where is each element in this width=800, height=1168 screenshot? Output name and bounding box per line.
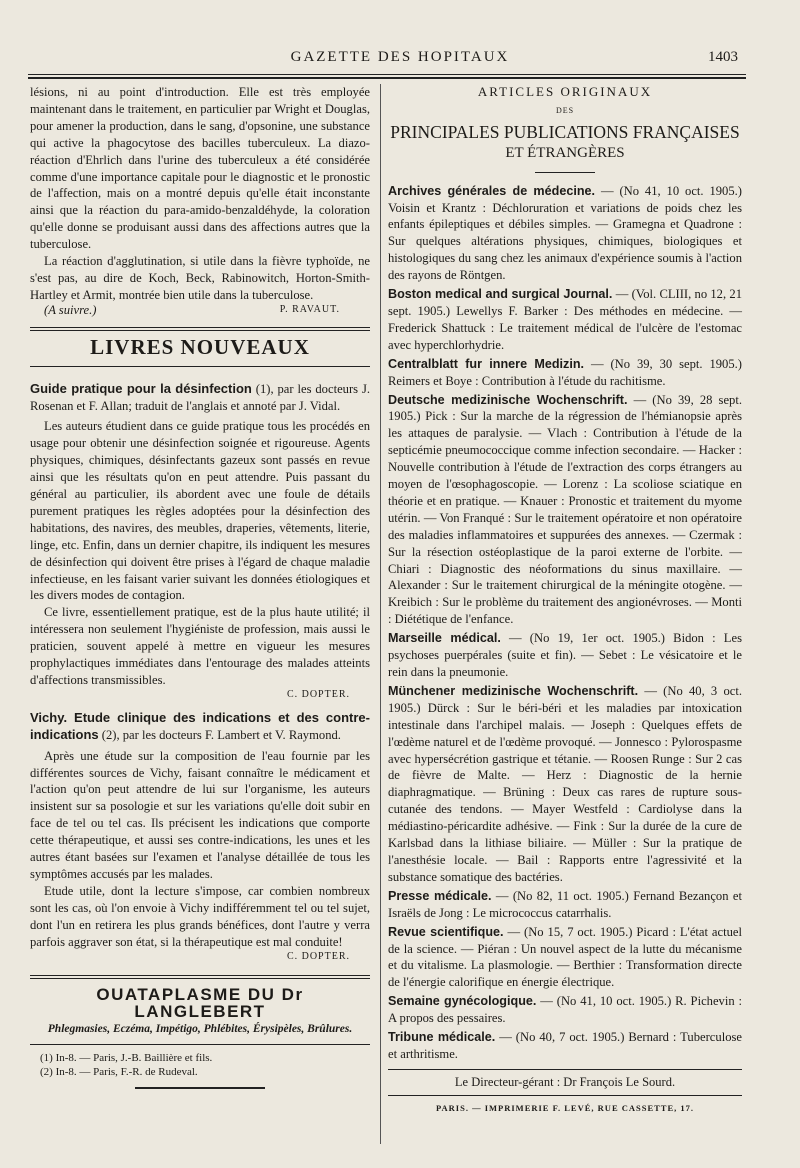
journal-name: Marseille médical. bbox=[388, 631, 501, 646]
left-column bbox=[30, 84, 370, 1089]
book1-reference: (1), par les docteurs J. Rosenan et F. Allan; traduit de l'anglais et annoté par J. Vidal. bbox=[30, 381, 370, 413]
journal-name: Centralblatt fur innere Medizin. bbox=[388, 356, 585, 371]
footnote-2: (2) In-8. — Paris, F.-R. de Rudeval. bbox=[40, 1066, 198, 1079]
advertisement-subtitle: Phlegmasies, Eczéma, Impétigo, Phlébites, Érysipèles, Brûlures. bbox=[47, 1023, 353, 1036]
publication-entry bbox=[388, 286, 742, 354]
publication-entry bbox=[388, 183, 742, 284]
publication-entry bbox=[388, 1029, 742, 1063]
entry-text: — (No 39, 28 sept. 1905.) Pick : Sur la marche de la régression de l'hémianopsie après les attaques de paralysie. — Vlach : Contribution à l'étude de la septicémie pneumococcique comme infection secondaire. — Hacker : Nouvelle contribution à l'étude de l'extraction des corps étrangers au moyen de l'œsophagoscopie. — Lorenz : La scoliose sciatique en théorie et en pratique. — Knauer : Pronostic et traitement du myome utérin. — Von Franqué : Sur le traitement opératoire et non opératoire des maladies inflammatoires et suppurées des annexes. — Czermak : Sur la résection ostéoplastique de la paroi externe de l'orbite. — Chiari : Diagnostic des néoformations du sinus maxillaire. — Alexander : Sur le traitement chirurgical de la méningite otogène. — Kreibich : Sur le problème du traitement des angionévroses. — Monti : Diététique de l'enfance. bbox=[388, 392, 742, 627]
footnote-1: (1) In-8. — Paris, J.-B. Baillière et fils. bbox=[40, 1052, 213, 1065]
page-header bbox=[0, 45, 800, 69]
publication-entry bbox=[388, 392, 742, 629]
end-ornament bbox=[135, 1087, 265, 1089]
entry-text: — (No 40, 3 oct. 1905.) Dürck : Sur le béri-béri et les maladies par intoxication intestinale dans l'archipel malais. — Joseph : Quelques effets de l'œdème naturel et de l'œdème provoqué. — Jonnesco : Pylorospasme avec hypersécrétion gastrique et tétanie. — Roosen Runge : Sur 2 cas de fièvre de Malte. — Herz : Diagnostic de la hernie diaphragmatique. — Brüning : Deux cas rares de rupture sous-cutanée des tendons. — Mayer Westfeld : Cardiolyse dans la médiastino-péricardite adhésive. — Fink : Sur la durée de la cure de Karlsbad dans la lithiase biliaire. — Müller : Sur la pratique de l'anesthésie locale. — Bail : Rapports entre l'agressivité et la substance somatique des bactéries. bbox=[388, 683, 742, 884]
kicker-original-articles: ARTICLES ORIGINAUX bbox=[477, 84, 653, 99]
publications-list bbox=[388, 183, 742, 1063]
kicker-des: DES bbox=[555, 105, 575, 115]
journal-name: Boston medical and surgical Journal. bbox=[388, 287, 613, 302]
entry-text: — (Vol. CLIII, no 12, 21 sept. 1905.) Lewellys F. Barker : Des méthodes en médecine. — Frederick Shattuck : Le traitement médical de l'ulcère de l'estomac avec hyperchlorhydrie. bbox=[388, 287, 742, 352]
publication-entry bbox=[388, 356, 742, 390]
entry-text: — (No 41, 10 oct. 1905.) R. Pichevin : A propos des pessaires. bbox=[388, 994, 743, 1026]
journal-title: GAZETTE DES HOPITAUX bbox=[290, 49, 510, 65]
ad-rule bbox=[30, 975, 370, 979]
book2-signature: C. DOPTER. bbox=[286, 950, 350, 962]
section-title-books: LIVRES NOUVEAUX bbox=[90, 334, 310, 359]
advertisement-title: OUATAPLASME DU Dr LANGLEBERT bbox=[96, 985, 304, 1022]
entry-text: — (No 82, 11 oct. 1905.) Fernand Bezançon et Israëls de Jong : Le micrococcus catarrhalis. bbox=[388, 888, 742, 920]
publication-entry bbox=[388, 683, 742, 886]
entry-text: — (No 19, 1er oct. 1905.) Bidon : Les psychoses puerpérales (suite et fin). — Sebet : Le vésicatoire et le rein dans la pneumonie. bbox=[388, 631, 742, 679]
director-rule-bottom bbox=[388, 1095, 742, 1096]
section-subtitle-foreign: ET ÉTRANGÈRES bbox=[505, 144, 625, 161]
entry-text: — (No 39, 30 sept. 1905.) Reimers et Boye : Contribution à l'étude du rachitisme. bbox=[388, 356, 742, 388]
journal-name: Semaine gynécologique. bbox=[388, 994, 537, 1009]
section-title-underline bbox=[30, 366, 370, 367]
to-be-continued: (A suivre.) bbox=[44, 302, 97, 317]
header-rule-bottom bbox=[28, 77, 746, 79]
journal-name: Revue scientifique. bbox=[388, 924, 504, 939]
printer-line: PARIS. — IMPRIMERIE F. LEVÉ, RUE CASSETTE, 17. bbox=[435, 1102, 695, 1113]
column-divider bbox=[380, 84, 381, 1144]
book1-paragraph-2: Ce livre, essentiellement pratique, est de la plus haute utilité; il intéressera non seulement l'hygiéniste de profession, mais aussi le praticien, souvent appelé à mettre en vigueur les mesures prophylactiques immédiates dans l'entourage des malades atteints d'affections transmissibles. bbox=[30, 605, 370, 687]
book1-heading bbox=[30, 381, 370, 415]
intro-signature-row bbox=[30, 302, 370, 319]
book2-heading bbox=[30, 710, 370, 744]
section-short-rule bbox=[535, 172, 595, 173]
publication-entry bbox=[388, 888, 742, 922]
section-title-publications: PRINCIPALES PUBLICATIONS FRANÇAISES bbox=[390, 121, 740, 142]
book1-title: Guide pratique pour la désinfection bbox=[30, 380, 252, 396]
book1-paragraph-1: Les auteurs étudient dans ce guide pratique tous les procédés en usage pour obtenir une désinfection soignée et rigoureuse. Agents physiques, chimiques, désinfectants gazeux sont passés en revue ainsi que les résultats qu'on en peut attendre. Puis passant du général au particulier, ils abordent avec une foule de détails purement pratiques les règles adoptées pour la désinfection des habitations, des navires, des meubles, draperies, vêtements, literie, linge, etc. Enfin, dans un dernier chapitre, ils indiquent les mesures de désinfection qui doivent être prises à l'égard de chaque maladie infectieuse, en les faisant varier suivant les données étiologiques et les divers modes de contagion. bbox=[30, 419, 370, 603]
publication-entry bbox=[388, 993, 742, 1027]
footnote-rule bbox=[30, 1044, 370, 1045]
journal-name: Tribune médicale. bbox=[388, 1030, 496, 1045]
page-number: 1403 bbox=[708, 49, 738, 65]
section-rule bbox=[30, 327, 370, 331]
book2-title: Vichy. Etude clinique des indications et des contre-indications bbox=[30, 709, 370, 742]
journal-name: Münchener medizinische Wochenschrift. bbox=[388, 683, 639, 698]
entry-text: — (No 40, 7 oct. 1905.) Bernard : Tuberculose et arthritisme. bbox=[388, 1030, 742, 1061]
journal-name: Archives générales de médecine. bbox=[388, 183, 596, 198]
entry-text: — (No 15, 7 oct. 1905.) Picard : L'état actuel de la science. — Piéran : Un nouvel aspect de la lutte du mécanisme et du vitalisme. La plasmologie. — Berthier : Transformation directe de l'énergie calorifique en énergie électrique. bbox=[388, 924, 742, 990]
director-rule-top bbox=[388, 1069, 742, 1070]
intro-paragraph-2: La réaction d'agglutination, si utile dans la fièvre typhoïde, ne s'est pas, au dire de Koch, Beck, Rabinowitch, Horton-Smith-Hartley et Armit, montrée bien utile dans la tuberculose. bbox=[30, 254, 370, 302]
publication-entry bbox=[388, 924, 742, 992]
book1-signature: C. DOPTER. bbox=[286, 688, 350, 700]
intro-signature: P. RAVAUT. bbox=[279, 303, 340, 315]
right-column bbox=[388, 84, 742, 1117]
intro-paragraph-1: lésions, ni au point d'introduction. Elle est très employée maintenant dans le traitement, en particulier par Wright et Douglas, pour amener la production, dans le sang, d'opsonine, une substance qui active la phagocytose des bacilles tuberculeux. La diazo-réaction d'Ehrlich dans l'urine des tuberculeux a été considérée comme d'une importance capitale pour le diagnostic et le pronostic de l'affection, mais on a montré depuis qu'elle était inconstante ainsi que la réaction du para-amido-benzaldéhyde, la coloration qu'elle donne se produisant aussi dans des affections autres que la tuberculose. bbox=[30, 85, 370, 252]
book2-paragraph-2: Etude utile, dont la lecture s'impose, car combien nombreux sont les cas, où l'on envoie à Vichy indifféremment tel ou tel sujet, dont l'un en retirera les plus grands bénéfices, dont l'autre y verra parfois aggraver son état, si la thérapeutique est mal conduite! bbox=[30, 883, 370, 949]
book2-paragraph-1: Après une étude sur la composition de l'eau fournie par les différentes sources de Vichy, faisant connaître le médicament et l'action qu'on peut attendre de lui sur l'organisme, les auteurs insistent sur sa posologie et sur les variations qu'elle doit subir en face de tel ou tel cas. Ils précisent les indications que comporte cette thérapeutique, et aussi ses contre-indications, les unes et les autres étant basées sur l'examen et l'analyse détaillée de tous les symptômes accusés par les malades. bbox=[30, 748, 370, 881]
journal-name: Deutsche medizinische Wochenschrift. bbox=[388, 392, 628, 407]
book2-reference: (2), par les docteurs F. Lambert et V. Raymond. bbox=[101, 727, 341, 742]
publication-entry bbox=[388, 630, 742, 681]
entry-text: — (No 41, 10 oct. 1905.) Voisin et Krantz : Déchloruration et variations de poids chez les enfants épileptiques et débiles simples. — Gramegna et Quadrone : Sur quelques altérations physiques, chimiques, biologiques et histologiques du sang chez les animaux d'expérience soumis à l'action des rayons de Röntgen. bbox=[388, 183, 742, 283]
header-rule-top bbox=[28, 74, 746, 75]
journal-name: Presse médicale. bbox=[388, 888, 492, 903]
director-line: Le Directeur-gérant : Dr François Le Sourd. bbox=[454, 1074, 676, 1089]
